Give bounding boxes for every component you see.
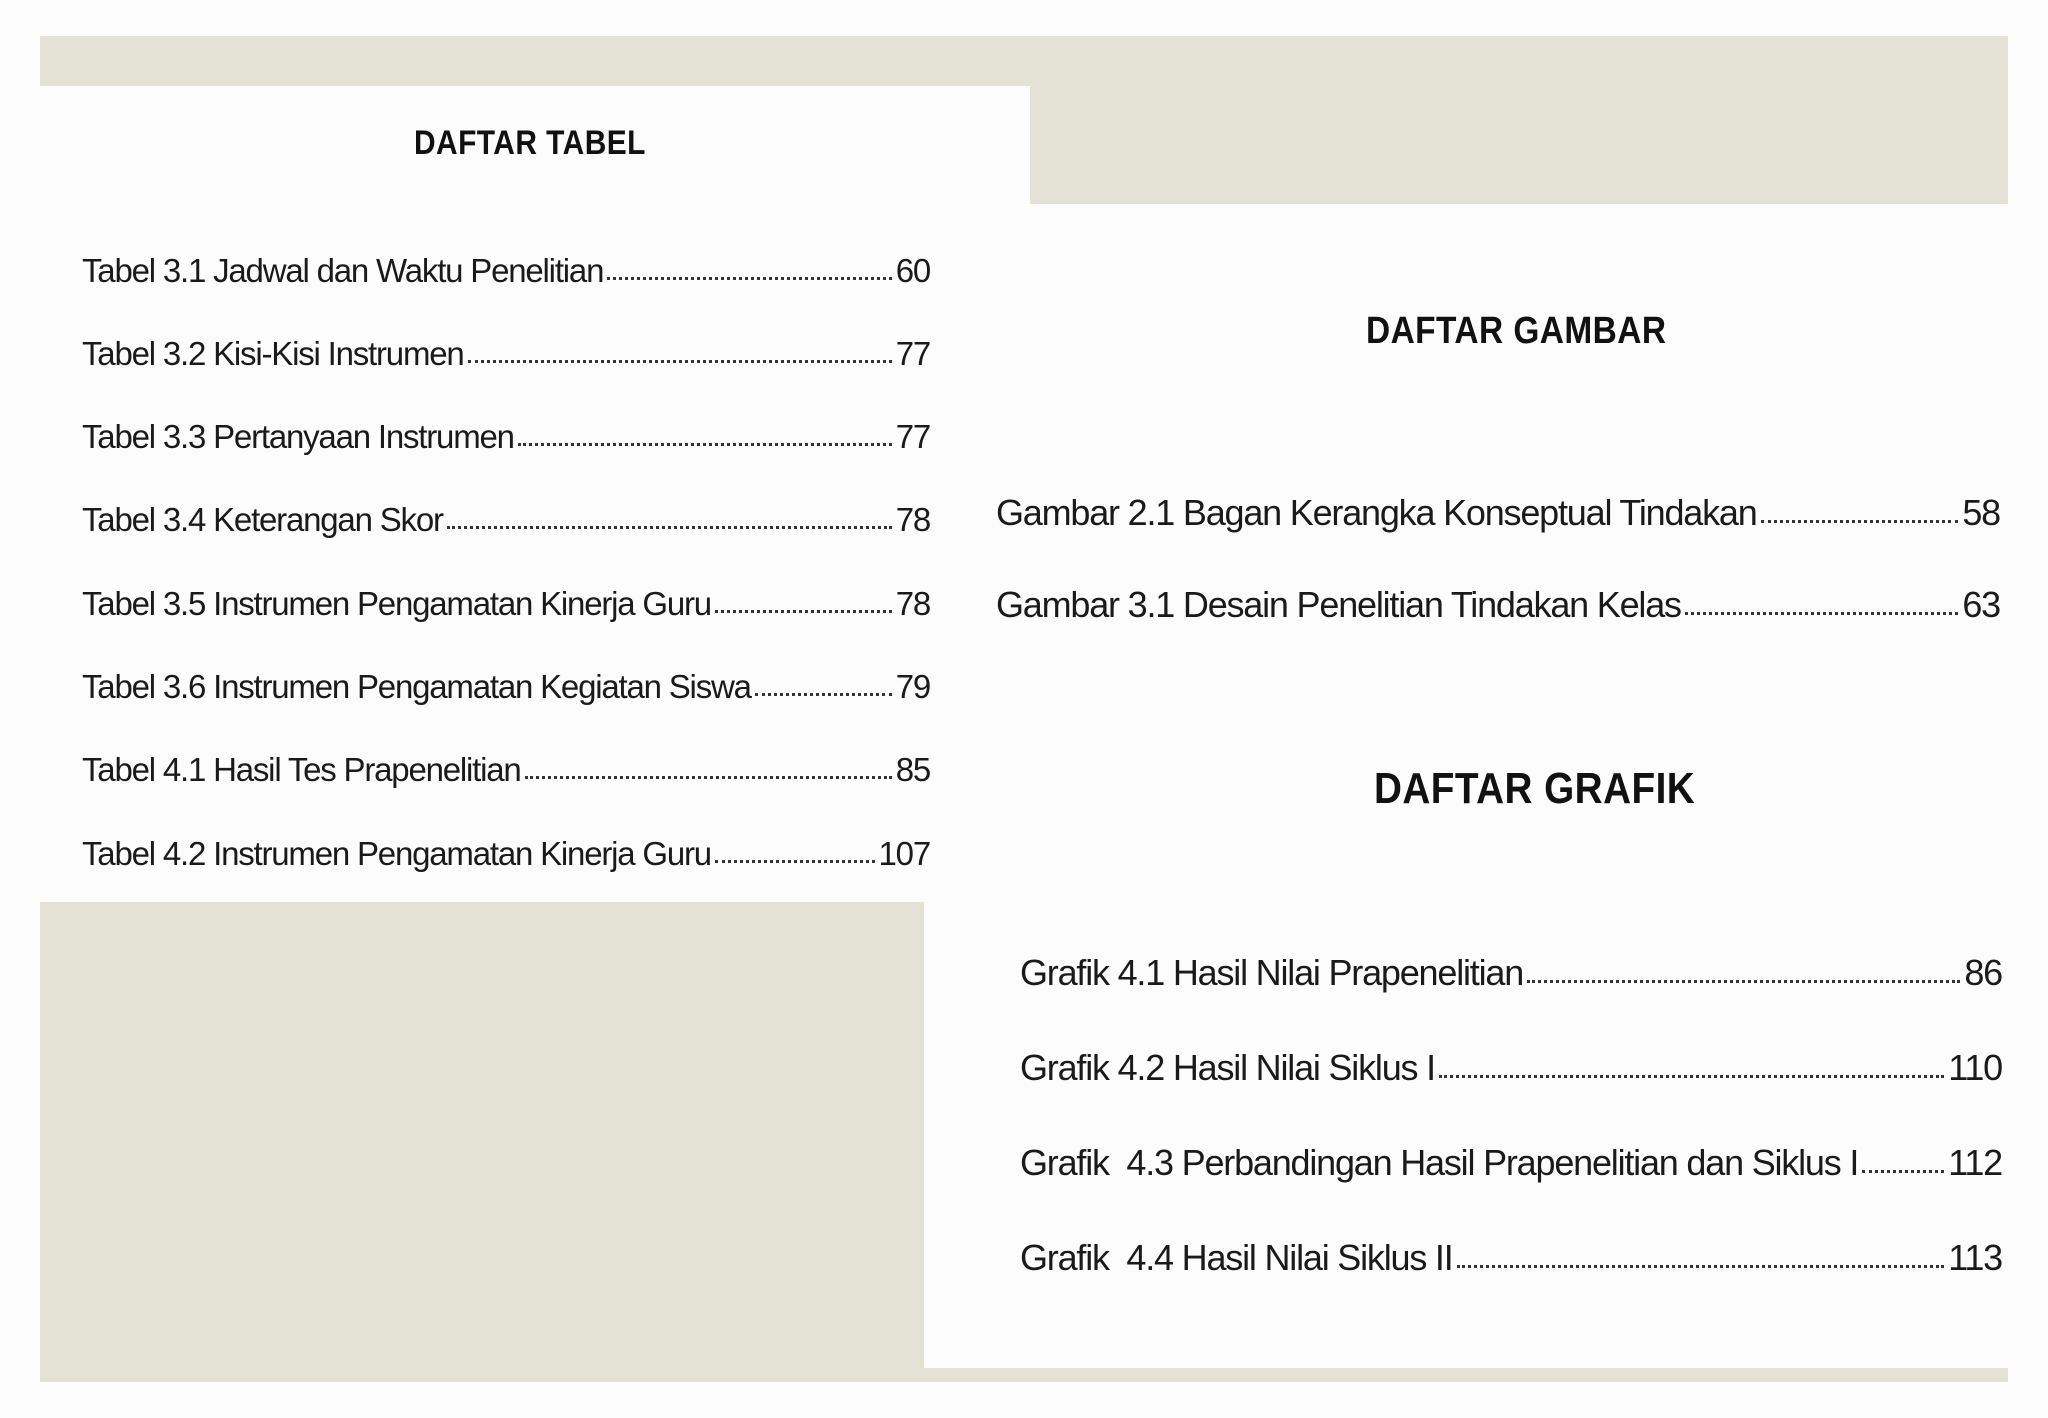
dot-leader (1862, 1148, 1944, 1173)
list-item (82, 501, 930, 539)
dot-leader (607, 257, 891, 280)
list-item (82, 751, 930, 789)
entry-label: Tabel 3.6 Instrumen Pengamatan Kegiatan Siswa (82, 668, 751, 705)
dot-leader (525, 756, 892, 779)
list-item (996, 492, 2000, 534)
dot-leader (1457, 1243, 1945, 1268)
entry-label: Gambar 3.1 Desain Penelitian Tindakan Kelas (996, 584, 1681, 625)
dot-leader (1685, 590, 1959, 615)
list-item (82, 585, 930, 623)
dot-leader (1527, 958, 1960, 983)
list-item (1020, 1047, 2002, 1089)
entry-page: 78 (895, 501, 930, 538)
entry-label: Tabel 3.5 Instrumen Pengamatan Kinerja Guru (82, 585, 711, 622)
daftar-grafik-title: DAFTAR GRAFIK (1374, 764, 1696, 813)
entry-page: 86 (1964, 952, 2002, 993)
dot-leader (518, 423, 892, 446)
background-band-bottom-left (40, 900, 940, 1382)
background-band-bottom-strip (40, 1368, 2008, 1382)
dot-leader (715, 840, 875, 863)
list-item (82, 418, 930, 456)
daftar-gambar-title: DAFTAR GAMBAR (1366, 310, 1667, 352)
dot-leader (1761, 498, 1959, 523)
entry-label: Gambar 2.1 Bagan Kerangka Konseptual Tindakan (996, 492, 1757, 533)
list-item (82, 835, 930, 873)
list-item (82, 668, 930, 706)
entry-label: Tabel 3.3 Pertanyaan Instrumen (82, 418, 514, 455)
entry-page: 63 (1962, 584, 2000, 625)
entry-label: Tabel 4.1 Hasil Tes Prapenelitian (82, 751, 521, 788)
entry-label: Grafik 4.3 Perbandingan Hasil Prapenelitian dan Siklus I (1020, 1142, 1859, 1183)
entry-page: 113 (1948, 1237, 2002, 1278)
dot-leader (715, 590, 892, 613)
dot-leader (755, 673, 892, 696)
entry-page: 79 (895, 668, 930, 705)
list-item (82, 252, 930, 290)
list-item (1020, 1142, 2002, 1184)
entry-page: 58 (1962, 492, 2000, 533)
dot-leader (447, 506, 892, 529)
list-item (82, 335, 930, 373)
entry-page: 112 (1948, 1142, 2002, 1183)
entry-label: Grafik 4.4 Hasil Nilai Siklus II (1020, 1237, 1453, 1278)
entry-label: Tabel 4.2 Instrumen Pengamatan Kinerja Guru (82, 835, 711, 872)
entry-page: 107 (878, 835, 930, 872)
list-item (1020, 1237, 2002, 1279)
dot-leader (468, 340, 892, 363)
entry-label: Tabel 3.4 Keterangan Skor (82, 501, 443, 538)
daftar-tabel-title: DAFTAR TABEL (414, 124, 646, 162)
entry-label: Tabel 3.2 Kisi-Kisi Instrumen (82, 335, 464, 372)
entry-label: Tabel 3.1 Jadwal dan Waktu Penelitian (82, 252, 604, 289)
entry-page: 77 (895, 418, 930, 455)
entry-page: 85 (895, 751, 930, 788)
entry-label: Grafik 4.2 Hasil Nilai Siklus I (1020, 1047, 1435, 1088)
list-item (996, 584, 2000, 626)
entry-label: Grafik 4.1 Hasil Nilai Prapenelitian (1020, 952, 1524, 993)
entry-page: 110 (1948, 1047, 2002, 1088)
dot-leader (1439, 1053, 1944, 1078)
entry-page: 78 (895, 585, 930, 622)
entry-page: 77 (895, 335, 930, 372)
entry-page: 60 (895, 252, 930, 289)
list-item (1020, 952, 2002, 994)
